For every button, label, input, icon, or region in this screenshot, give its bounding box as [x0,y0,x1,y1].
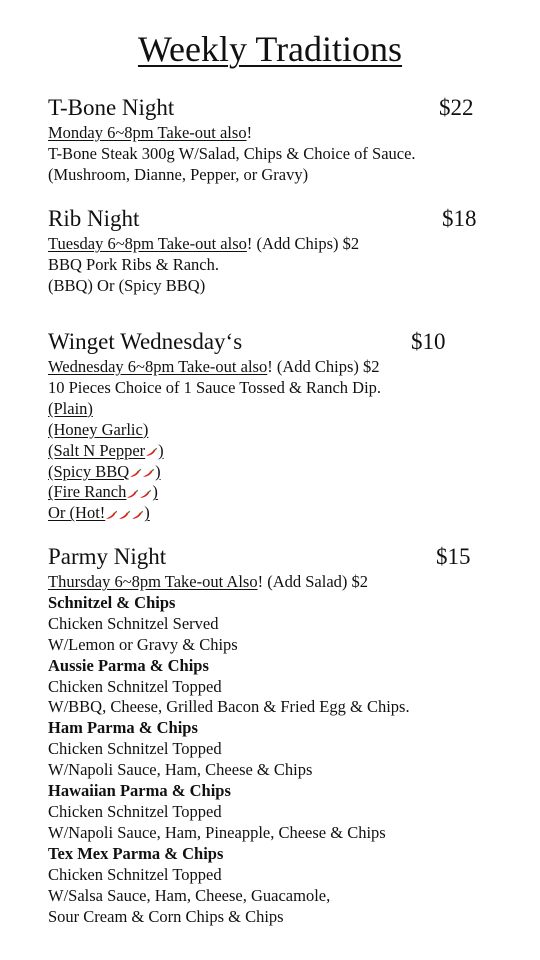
schedule-line [48,572,500,593]
description-line: BBQ Pork Ribs & Ranch. [48,254,219,274]
sauce-close: ) [87,398,93,418]
description-line: (BBQ) Or (Spicy BBQ) [48,275,206,295]
description-line: 10 Pieces Choice of 1 Sauce Tossed & Ranch Dip. [48,377,382,397]
sauce-option [48,462,500,483]
sauce-option-text [48,482,158,501]
schedule-text: Wednesday 6~8pm Take-out also [48,357,268,376]
sauce-option [48,399,500,420]
section-header [48,93,500,123]
menu-item-desc: W/Napoli Sauce, Ham, Cheese & Chips [48,760,313,780]
section-winget-wednesday [48,327,500,524]
sauce-label: (Salt N Pepper [48,440,146,460]
menu-item-desc: Sour Cream & Corn Chips & Chips [48,906,284,926]
sauce-option-text [48,399,93,418]
sauce-option-text [48,420,148,439]
schedule-line [48,357,500,378]
menu-item-desc: Chicken Schnitzel Served [48,613,219,633]
sauce-option [48,503,500,524]
section-price: $10 [411,329,446,354]
menu-item-desc: Chicken Schnitzel Topped [48,739,222,759]
sauce-option [48,482,500,503]
menu-item-desc: W/BBQ, Cheese, Grilled Bacon & Fried Egg & Chips. [48,697,410,717]
menu-item-desc: Chicken Schnitzel Topped [48,676,222,696]
chili-pepper-icon [142,468,155,478]
menu-item-name: Hawaiian Parma & Chips [48,781,231,801]
section-price: $22 [439,95,474,120]
section-parmy-night [48,542,500,927]
section-name: Parmy Night [48,544,167,569]
section-price: $15 [436,544,471,569]
section-rib-night [48,204,500,297]
menu-item-desc: Chicken Schnitzel Topped [48,801,222,821]
sauce-label: (Honey Garlic [48,419,143,439]
section-header [48,542,500,572]
sauce-close: ) [155,461,161,481]
sauce-option [48,441,500,462]
schedule-line [48,234,500,255]
chili-pepper-icon [139,489,152,499]
schedule-suffix: ! (Add Chips) $2 [267,357,380,376]
chili-pepper-icon [145,447,158,457]
chili-pepper-icon [131,510,144,520]
chili-pepper-icon [118,510,131,520]
sauce-list [48,399,500,524]
schedule-line [48,123,500,144]
section-header [48,204,500,234]
chili-pepper-icon [126,489,139,499]
menu-item-name: Schnitzel & Chips [48,592,176,612]
menu-item-desc: W/Salsa Sauce, Ham, Cheese, Guacamole, [48,885,331,905]
section-name: Rib Night [48,206,140,231]
menu-item-name: Tex Mex Parma & Chips [48,843,224,863]
schedule-text: Tuesday 6~8pm Take-out also [48,234,247,253]
sauce-label: (Fire Ranch [48,482,127,502]
sauce-label: Or (Hot! [48,503,106,523]
sauce-option-text [48,503,150,522]
section-name: Winget Wednesday‘s [48,329,243,354]
section-name: T-Bone Night [48,95,175,120]
section-tbone-night [48,93,500,186]
sauce-option-text [48,462,161,481]
schedule-text: Thursday 6~8pm Take-out Also [48,572,258,591]
sauce-close: ) [142,419,149,439]
menu-item-desc: Chicken Schnitzel Topped [48,864,222,884]
schedule-text: Monday 6~8pm Take-out also [48,123,247,142]
section-price: $18 [442,206,477,231]
section-header [48,327,500,357]
menu-item-desc: W/Lemon or Gravy & Chips [48,634,238,654]
schedule-suffix: ! [246,123,253,142]
menu-item-name: Ham Parma & Chips [48,718,198,738]
sauce-close: ) [144,503,150,523]
sauce-close: ) [152,482,158,502]
chili-pepper-icon [129,468,142,478]
schedule-suffix: ! (Add Chips) $2 [246,234,360,253]
sauce-option-text [48,441,164,460]
chili-pepper-icon [105,510,118,520]
sauce-label: (Spicy BBQ [48,461,130,481]
description-line: (Mushroom, Dianne, Pepper, or Gravy) [48,164,309,184]
page-title: Weekly Traditions [137,29,403,69]
sauce-close: ) [158,440,164,460]
menu-item-desc: W/Napoli Sauce, Ham, Pineapple, Cheese & Chips [48,822,386,842]
description-line: T-Bone Steak 300g W/Salad, Chips & Choice of Sauce. [48,143,416,163]
menu-item-name: Aussie Parma & Chips [48,655,209,675]
sauce-option [48,420,500,441]
schedule-suffix: ! (Add Salad) $2 [257,572,369,591]
sauce-label: (Plain [48,398,88,418]
